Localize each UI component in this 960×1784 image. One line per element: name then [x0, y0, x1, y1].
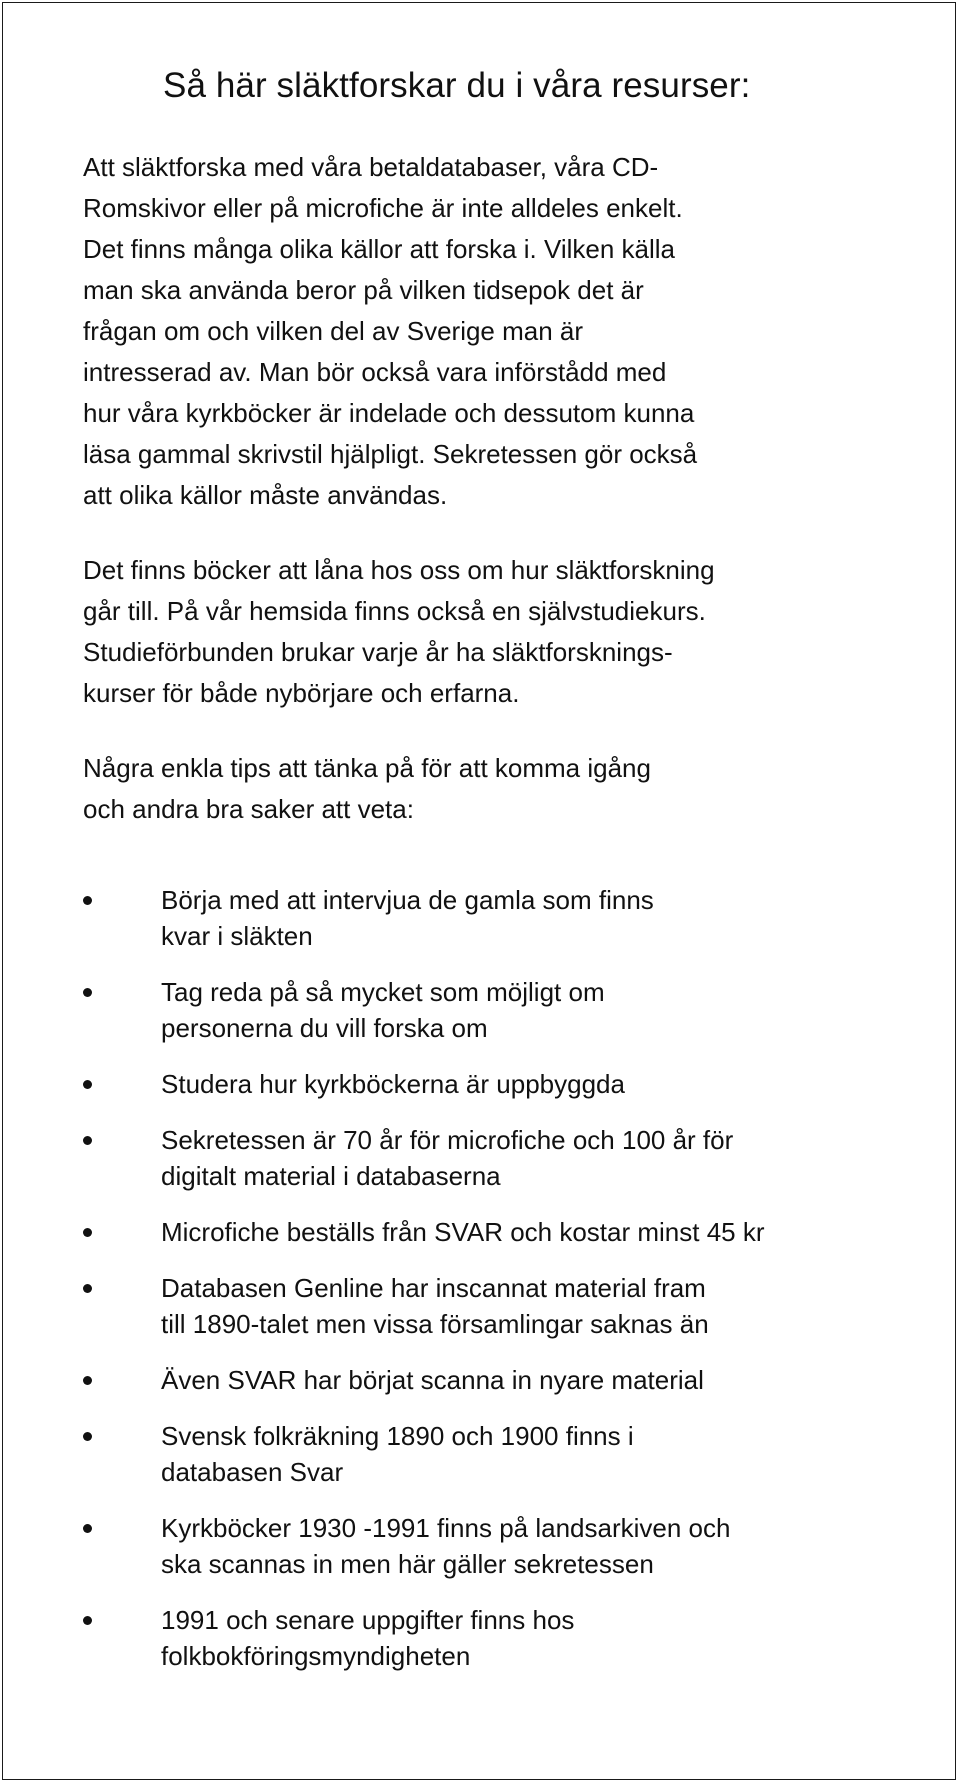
list-item-text: Kyrkböcker 1930 -1991 finns på landsarkiven och ska scannas in men här gäller sekretessen	[161, 1513, 731, 1579]
bullet-icon	[83, 1432, 92, 1441]
bullet-icon	[83, 896, 92, 905]
intro-paragraph: Att släktforska med våra betaldatabaser, våra CD- Romskivor eller på microfiche är inte alldeles enkelt. Det finns många olika källor att forska i. Vilken källa man ska använda beror på vilken tidsepok det är frågan om och vilken del av Sverige man är intresserad av. Man bör också vara införstådd med hur våra kyrkböcker är indelade och dessutom kunna läsa gammal skrivstil hjälpligt. Sekretessen gör också att olika källor måste användas.	[83, 152, 698, 510]
list-item-text: Tag reda på så mycket som möjligt om personerna du vill forska om	[161, 977, 605, 1043]
list-item	[83, 1510, 883, 1582]
books-paragraph: Det finns böcker att låna hos oss om hur släktforskning går till. På vår hemsida finns också en självstudiekurs. Studieförbunden brukar varje år ha släktforsknings- kurser för både nybörjare och erfarna.	[83, 555, 715, 708]
list-item-text: Microfiche beställs från SVAR och kostar minst 45 kr	[161, 1217, 765, 1247]
list-item	[83, 1214, 883, 1250]
list-item	[83, 1270, 883, 1342]
list-item-text: Studera hur kyrkböckerna är uppbyggda	[161, 1069, 625, 1099]
list-item	[83, 1122, 883, 1194]
bullet-icon	[83, 1228, 92, 1237]
list-item	[83, 1066, 883, 1102]
bullet-icon	[83, 988, 92, 997]
page-title: Så här släktforskar du i våra resurser:	[163, 66, 751, 105]
list-item-text: 1991 och senare uppgifter finns hos folkbokföringsmyndigheten	[161, 1605, 575, 1671]
list-item-text: Börja med att intervjua de gamla som finns kvar i släkten	[161, 885, 654, 951]
bullet-icon	[83, 1284, 92, 1293]
bullet-icon	[83, 1080, 92, 1089]
list-item-text: Även SVAR har börjat scanna in nyare material	[161, 1365, 704, 1395]
tips-list	[83, 882, 883, 1674]
bullet-icon	[83, 1524, 92, 1533]
list-item	[83, 882, 883, 954]
list-item	[83, 1418, 883, 1490]
document-content	[83, 59, 883, 1694]
list-item-text: Databasen Genline har inscannat material fram till 1890-talet men vissa församlingar saknas än	[161, 1273, 709, 1339]
list-item	[83, 1602, 883, 1674]
list-item	[83, 1362, 883, 1398]
page-frame	[2, 2, 956, 1780]
bullet-icon	[83, 1616, 92, 1625]
bullet-icon	[83, 1376, 92, 1385]
bullet-icon	[83, 1136, 92, 1145]
list-item	[83, 974, 883, 1046]
list-item-text: Svensk folkräkning 1890 och 1900 finns i databasen Svar	[161, 1421, 634, 1487]
list-item-text: Sekretessen är 70 år för microfiche och 100 år för digitalt material i databaserna	[161, 1125, 734, 1191]
tips-intro-paragraph: Några enkla tips att tänka på för att komma igång och andra bra saker att veta:	[83, 753, 651, 824]
